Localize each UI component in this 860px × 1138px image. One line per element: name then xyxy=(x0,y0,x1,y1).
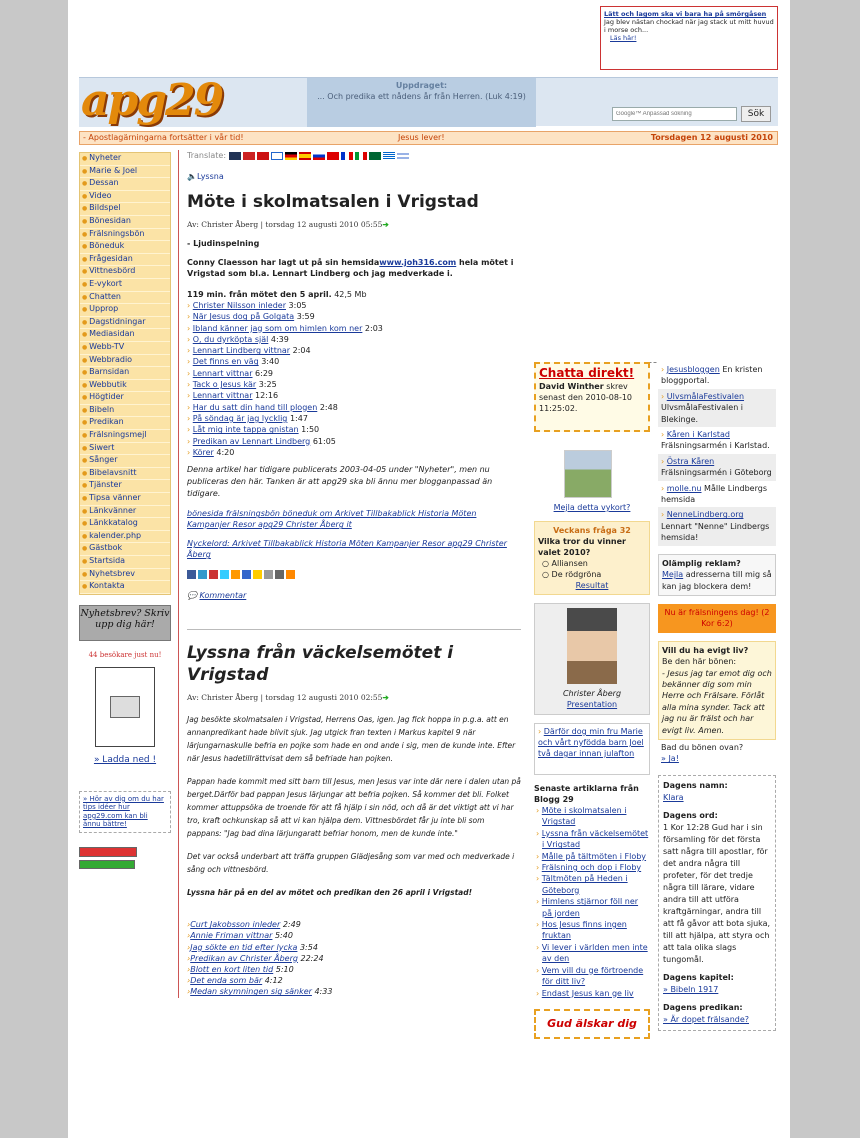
twitter-icon[interactable] xyxy=(220,570,229,579)
share-icons[interactable] xyxy=(187,570,521,580)
daily-box xyxy=(658,775,776,1031)
blog-link-item[interactable]: › Jesusbloggen En kristen bloggportal. xyxy=(658,362,776,389)
newsletter-banner[interactable]: Nyhetsbrev? Skriv upp dig här! xyxy=(79,605,171,641)
presentation-link[interactable]: Presentation xyxy=(566,700,618,709)
sidebar-item[interactable]: ● Frälsningsbön xyxy=(80,229,170,242)
recent-article-item[interactable]: › Endast Jesus kan ge liv xyxy=(534,988,650,999)
recent-article-item[interactable]: › Lyssna från väckelsemötet i Vrigstad xyxy=(534,828,650,851)
prayer-box xyxy=(658,641,776,740)
poll-option[interactable]: ○ Alliansen xyxy=(542,558,646,569)
header xyxy=(79,77,778,126)
sidebar xyxy=(79,152,171,873)
track-item[interactable]: › Har du satt din hand till plogen 2:48 xyxy=(187,402,521,413)
daily-name[interactable]: Klara xyxy=(663,792,684,802)
daily-chapter-link[interactable]: » Bibeln 1917 xyxy=(663,984,719,994)
blog-links xyxy=(658,362,776,546)
finland-flag-icon[interactable] xyxy=(271,152,283,160)
article1-title[interactable]: Möte i skolmatsalen i Vrigstad xyxy=(187,192,479,212)
sidebar-item[interactable]: ● Tipsa vänner xyxy=(80,493,170,506)
top-ad-text: Jag blev nästan chockad när jag stack ut mitt huvud i morse och... xyxy=(604,18,774,34)
track-item[interactable]: › Christer Nilsson inleder 3:05 xyxy=(187,300,521,311)
sidebar-item[interactable]: ● Högtider xyxy=(80,392,170,405)
article2-title[interactable]: Lyssna från väckelsemötet i Vrigstad xyxy=(187,643,454,686)
sidebar-item[interactable]: ● Siwert xyxy=(80,443,170,456)
denmark-flag-icon[interactable] xyxy=(257,152,269,160)
sidebar-item[interactable]: ● Startsida xyxy=(80,556,170,569)
italy-flag-icon[interactable] xyxy=(355,152,367,160)
germany-flag-icon[interactable] xyxy=(285,152,297,160)
uk-flag-icon[interactable] xyxy=(229,152,241,160)
recent-articles-list xyxy=(534,805,650,999)
article1-byline: Av: Christer Åberg | torsdag 12 augusti 2010 05:55➔ xyxy=(187,220,389,229)
sidebar-item[interactable]: ● Tjänster xyxy=(80,480,170,493)
comment-icon: 💬 xyxy=(187,591,197,601)
sidebar-item[interactable]: ● Webbradio xyxy=(80,355,170,368)
top-ad-link[interactable]: Läs här! xyxy=(610,34,637,42)
chat-box[interactable] xyxy=(534,362,650,432)
sidebar-item[interactable]: ● Bibelavsnitt xyxy=(80,468,170,481)
daily-sermon-link[interactable]: » Är dopet frälsande? xyxy=(663,1014,750,1024)
blog-link-item[interactable]: › Kåren i Karlstad Frälsningsarmén i Karlstad. xyxy=(658,427,776,454)
sidebar-item[interactable]: ● Dagstidningar xyxy=(80,317,170,330)
flag-icons[interactable] xyxy=(229,151,411,160)
sidebar-item[interactable]: ● Bildspel xyxy=(80,203,170,216)
prayer-text: - Jesus jag tar emot dig och bekänner dig som min Herre och Frälsare. Förlåt alla mina synder. Tack att jag nu är frälst och har evigt liv. Amen. xyxy=(662,668,772,735)
article-divider xyxy=(187,629,521,630)
report-ads-text: adresserna till mig så kan jag blockera dem! xyxy=(662,570,772,591)
memorial-box[interactable]: › Därför dog min fru Marie och vårt nyfödda barn Joel två dagar innan julafton xyxy=(534,723,650,775)
arrow-icon[interactable]: ➔ xyxy=(382,220,389,229)
track-item[interactable]: › Lennart vittnar 12:16 xyxy=(187,390,521,401)
site-logo[interactable]: apg29 xyxy=(79,78,307,127)
recent-article-item[interactable]: › Tältmöten på Heden i Göteborg xyxy=(534,873,650,896)
date-banner xyxy=(79,131,778,145)
sidebar-item[interactable]: ● Länkkatalog xyxy=(80,518,170,531)
prayer-title: Vill du ha evigt liv? xyxy=(662,645,749,655)
sidebar-item[interactable]: ● Nyhetsbrev xyxy=(80,569,170,582)
poll-question: Vilka tror du vinner valet 2010? xyxy=(538,537,626,557)
sidebar-item[interactable]: ● Webbutik xyxy=(80,380,170,393)
sidebar-item[interactable]: ● Länkvänner xyxy=(80,506,170,519)
listen-link[interactable]: 🔈Lyssna xyxy=(187,172,224,181)
chat-name: David Winther xyxy=(539,382,604,391)
spain-flag-icon[interactable] xyxy=(299,152,311,160)
article2-body xyxy=(187,713,521,899)
banner-date: Torsdagen 12 augusti 2010 xyxy=(650,133,773,142)
prayer-question-text: Bad du bönen ovan? xyxy=(661,742,744,752)
banner-center: Jesus lever! xyxy=(398,133,445,142)
rss-icon[interactable] xyxy=(286,570,295,579)
track-item[interactable]: › Det enda som bär 4:12 xyxy=(187,975,521,986)
track-item[interactable]: › Tack o Jesus kär 3:25 xyxy=(187,379,521,390)
recent-article-item[interactable]: › Möte i skolmatsalen i Vrigstad xyxy=(534,805,650,828)
article2-paragraph: Lyssna här på en del av mötet och predikan den 26 april i Vrigstad! xyxy=(187,888,473,898)
russia-flag-icon[interactable] xyxy=(313,152,325,160)
sidebar-item[interactable]: ● Sånger xyxy=(80,455,170,468)
sidebar-nav xyxy=(79,152,171,595)
postcard-image[interactable] xyxy=(564,450,612,498)
article2-paragraph: Det var också underbart att träffa gruppen Glädjesång som var med och medverkade i sång och vittnesbörd. xyxy=(187,852,515,875)
joh316-link[interactable]: www.joh316.com xyxy=(379,258,457,267)
china-flag-icon[interactable] xyxy=(327,152,339,160)
blog-link-item[interactable]: › UlvsmålaFestivalen UlvsmålaFestivalen i Blekinge. xyxy=(658,389,776,427)
track-item[interactable]: › Annie Friman vittnar 5:40 xyxy=(187,930,521,941)
recent-article-item[interactable]: › Vem vill du ge förtroende för ditt liv? xyxy=(534,965,650,988)
sidebar-item[interactable]: ● Frågesidan xyxy=(80,254,170,267)
track-item[interactable]: › Lennart Lindberg vittnar 2:04 xyxy=(187,345,521,356)
norway-flag-icon[interactable] xyxy=(243,152,255,160)
author-photo[interactable] xyxy=(567,608,617,684)
track-item[interactable]: › Curt Jakobsson inleder 2:49 xyxy=(187,919,521,930)
top-ad[interactable] xyxy=(600,6,778,70)
motto: Uppdraget: ... Och predika ett nådens år från Herren. (Luk 4:19) xyxy=(307,78,536,127)
track-item[interactable]: › O, du dyrköpta själ 4:39 xyxy=(187,334,521,345)
sidebar-item[interactable]: ● Upprop xyxy=(80,304,170,317)
sidebar-item[interactable]: ● Bönesidan xyxy=(80,216,170,229)
speaker-icon: 🔈 xyxy=(187,172,197,181)
download-link[interactable]: » Ladda ned ! xyxy=(93,754,157,765)
book-cover-image[interactable] xyxy=(95,667,155,747)
sidebar-item[interactable]: ● Gästbok xyxy=(80,543,170,556)
poll-result-link[interactable]: Resultat xyxy=(575,581,609,590)
daily-chapter-title: Dagens kapitel: xyxy=(663,972,734,982)
middle-column xyxy=(534,362,650,1039)
saudi-flag-icon[interactable] xyxy=(369,152,381,160)
track-item[interactable]: › På söndag är jag lycklig 1:47 xyxy=(187,413,521,424)
sidebar-item[interactable]: ● Böneduk xyxy=(80,241,170,254)
article1-keywords[interactable]: Nyckelord: Arkivet Tillbakablick Historia Möten Kampanjer Resor apg29 Christer Åberg xyxy=(187,539,507,560)
main-content xyxy=(178,150,521,998)
track-item[interactable]: › Körer 4:20 xyxy=(187,447,521,458)
blog-link-item[interactable]: › molle.nu Målle Lindbergs hemsida xyxy=(658,481,776,508)
article2-paragraph: Pappan hade kommit med sitt barn till Jesus, men Jesus var inte där nere i dalen utan på berget.Därför bad pappan Jesus lärjungar att befria pojken. Så kommer det bli. Folket kommer attuppsöka de troende för att få hjälp i sin nöd, och då är det viktigt att vi har tro, kraft ochkunskap så att vi kan hjälpa dem. Vittnesbördet får ju inte bli som pappans: "Jag bad dina lärjungaratt befriar honom, men de kunde inte." xyxy=(187,777,521,839)
salvation-banner: Nu är frälsningens dag! (2 Kor 6:2) xyxy=(658,604,776,633)
sidebar-item[interactable]: ● Frälsningsmejl xyxy=(80,430,170,443)
blog-link-item[interactable]: › Östra Kåren Frälsningsarmén i Göteborg xyxy=(658,454,776,481)
search-button[interactable]: Sök xyxy=(741,106,771,122)
comment-link[interactable]: 💬 Kommentar xyxy=(187,591,247,601)
sidebar-item[interactable]: ● Vittnesbörd xyxy=(80,266,170,279)
report-ads-box xyxy=(658,554,776,596)
recent-article-item[interactable]: › Frälsning och dop i Floby xyxy=(534,862,650,873)
sidebar-item[interactable]: ● kalender.php xyxy=(80,531,170,544)
sidebar-item[interactable]: ● Marie & Joel xyxy=(80,166,170,179)
report-ads-link[interactable]: Mejla xyxy=(662,570,684,580)
track-item[interactable]: › Jag sökte en tid efter lycka 3:54 xyxy=(187,942,521,953)
search-input[interactable] xyxy=(612,107,737,121)
article2-paragraph: Jag besökte skolmatsalen i Vrigstad, Herrens Oas, igen. Jag fick hoppa in p.g.a. att en annanpredikant hade blivit sjuk. Jag utgick fran texten i Markus kapitel 9 när lärjungarnaskulle befria en pojke som hade en ond ande i sig, men de kunde inte. Efter när Jesus hadetillrättvisat dem så befriade han pojken. xyxy=(187,715,516,764)
daily-word-title: Dagens ord: xyxy=(663,810,718,820)
sidebar-item[interactable]: ● Mediasidan xyxy=(80,329,170,342)
prayer-yes-link[interactable]: » Ja! xyxy=(661,754,679,764)
sidebar-item[interactable]: ● Kontakta xyxy=(80,581,170,594)
track-item[interactable]: › Låt mig inte tappa gnistan 1:50 xyxy=(187,424,521,435)
track-item[interactable]: › Predikan av Christer Åberg 22:24 xyxy=(187,953,521,964)
right-column xyxy=(658,362,776,1031)
track-item[interactable]: › Medan skymningen sig sänker 4:33 xyxy=(187,986,521,997)
digg-icon[interactable] xyxy=(242,570,251,579)
tips-link[interactable]: » Hör av dig om du har tips idéer hur apg29.com kan bli ännu bättre! xyxy=(79,791,171,833)
article1-intro: Conny Claesson har lagt ut på sin hemsidawww.joh316.com hela mötet i Vrigstad som bl.a. Lennart Lindberg och jag medverkade i. xyxy=(187,258,514,278)
sidebar-item[interactable]: ● E-vykort xyxy=(80,279,170,292)
article1-subtitle: - Ljudinspelning xyxy=(187,239,260,248)
email-postcard-link[interactable]: Mejla detta vykort? xyxy=(553,503,631,512)
article1-list-header: 119 min. från mötet den 5 april. 42,5 Mb xyxy=(187,290,367,299)
sidebar-item[interactable]: ● Chatten xyxy=(80,292,170,305)
sidebar-item[interactable]: ● Dessan xyxy=(80,178,170,191)
recent-article-item[interactable]: › Vi lever i världen men inte av den xyxy=(534,942,650,965)
track-item[interactable]: › Ibland känner jag som om himlen kom ner 2:03 xyxy=(187,323,521,334)
blog-link-item[interactable]: › NenneLindberg.org Lennart "Nenne" Lindbergs hemsida! xyxy=(658,507,776,545)
print-icon[interactable] xyxy=(275,570,284,579)
top-ad-title[interactable]: Lätt och lagom ska vi bara ha på smörgåsen xyxy=(604,10,767,18)
track-item[interactable]: › Blott en kort liten tid 5:10 xyxy=(187,964,521,975)
article1-note: Denna artikel har tidigare publicerats 2003-04-05 under "Nyheter", men nu publiceras den här. Tanken är att apg29 ska bli ännu mer blogganpassad än tidigare. xyxy=(187,465,493,499)
chat-text: skrev senast den 2010-08-10 11:25:02. xyxy=(539,382,633,413)
page xyxy=(68,0,790,1138)
star-icon[interactable] xyxy=(253,570,262,579)
banner-left: - Apostlagärningarna fortsätter i vår tid! xyxy=(83,133,244,142)
recent-article-item[interactable]: › Hos Jesus finns ingen fruktan xyxy=(534,919,650,942)
track-item[interactable]: › Predikan av Lennart Lindberg 61:05 xyxy=(187,436,521,447)
prayer-question xyxy=(658,740,776,767)
israel-flag-icon[interactable] xyxy=(397,152,409,160)
poll-title: Veckans fråga 32 xyxy=(553,526,631,535)
report-ads-title: Olämplig reklam? xyxy=(662,558,741,568)
sidebar-item[interactable]: ● Bibeln xyxy=(80,405,170,418)
email-icon[interactable] xyxy=(264,570,273,579)
sidebar-item[interactable]: ● Predikan xyxy=(80,417,170,430)
sidebar-item[interactable]: ● Webb-TV xyxy=(80,342,170,355)
prayer-subtitle: Be den här bönen: xyxy=(662,657,737,667)
article2-tracks xyxy=(187,919,521,997)
daily-sermon-title: Dagens predikan: xyxy=(663,1002,743,1012)
article2-byline: Av: Christer Åberg | torsdag 12 augusti 2010 02:55➔ xyxy=(187,693,389,703)
poll-option[interactable]: ○ De rödgröna xyxy=(542,569,646,580)
arrow-icon[interactable]: ➔ xyxy=(382,693,389,703)
god-loves-you-banner[interactable]: Gud älskar dig xyxy=(534,1009,650,1039)
sidebar-item[interactable]: ● Barnsidan xyxy=(80,367,170,380)
chat-title[interactable]: Chatta direkt! xyxy=(539,366,635,380)
track-item[interactable]: › När Jesus dog på Golgata 3:59 xyxy=(187,311,521,322)
daily-word: 1 Kor 12:28 Gud har i sin församling för det första satt några till apostlar, för det andra några till profeter, för det tredje några till lärare, vidare andra till att utföra kraftgärningar, andra till att få gåvor att bota sjuka, till att hjälpa, att styra och att tala olika slags tungomål. xyxy=(663,822,771,964)
author-box xyxy=(534,603,650,715)
sidebar-item[interactable]: ● Video xyxy=(80,191,170,204)
france-flag-icon[interactable] xyxy=(341,152,353,160)
author-name: Christer Åberg xyxy=(562,689,622,698)
share-icon[interactable] xyxy=(198,570,207,579)
track-item[interactable]: › Det finns en väg 3:40 xyxy=(187,356,521,367)
greece-flag-icon[interactable] xyxy=(383,152,395,160)
translate-label: Translate: xyxy=(187,151,227,160)
facebook-icon[interactable] xyxy=(187,570,196,579)
recent-article-item[interactable]: › Himlens stjärnor föll ner på jorden xyxy=(534,896,650,919)
article1-tracks xyxy=(187,300,521,458)
sidebar-item[interactable]: ● Nyheter xyxy=(80,153,170,166)
recent-articles-title: Senaste artiklarna från Blogg 29 xyxy=(534,784,639,804)
track-item[interactable]: › Lennart vittnar 6:29 xyxy=(187,368,521,379)
recent-article-item[interactable]: › Målle på tältmöten i Floby xyxy=(534,851,650,862)
bookmark-icon[interactable] xyxy=(231,570,240,579)
visitor-count: 44 besökare just nu! xyxy=(88,650,162,659)
bloggtoppen-badge[interactable] xyxy=(79,847,171,873)
blogger-icon[interactable] xyxy=(209,570,218,579)
poll-box xyxy=(534,521,650,595)
article1-tags[interactable]: bönesida frälsningsbön böneduk om Arkivet Tillbakablick Historia Möten Kampanjer Resor apg29 Christer Åberg it xyxy=(187,509,477,530)
daily-name-title: Dagens namn: xyxy=(663,780,728,790)
